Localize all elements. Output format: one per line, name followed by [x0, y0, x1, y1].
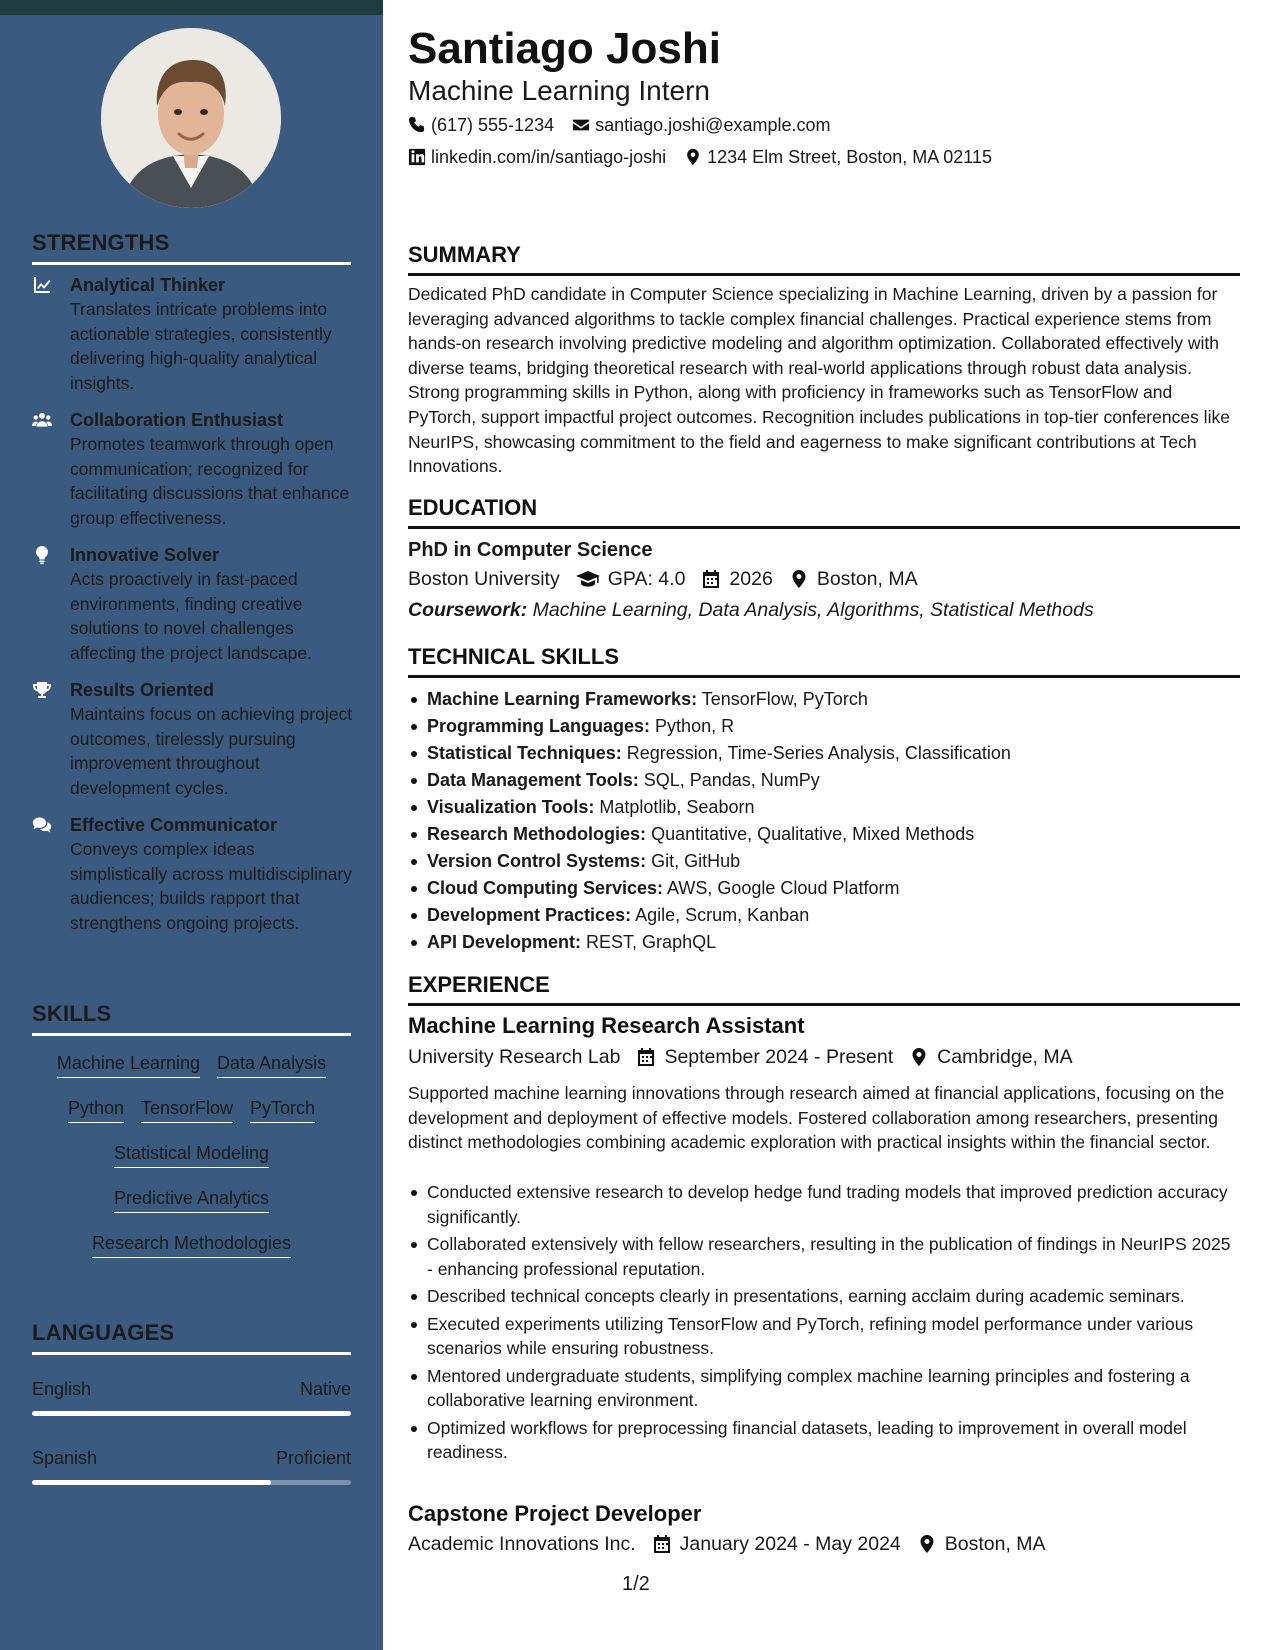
map-marker-icon: [789, 569, 809, 589]
strength-description: Translates intricate problems into actionable strategies, consistently delivering high-quality analytical insights.: [70, 299, 332, 393]
strength-title: Effective Communicator: [70, 815, 278, 835]
degree-title: PhD in Computer Science: [408, 539, 653, 561]
email-address[interactable]: santiago.joshi@example.com: [595, 115, 831, 135]
chart-line-icon: [32, 273, 70, 395]
skill-category: Cloud Computing Services:: [427, 878, 664, 898]
linkedin-icon: [408, 148, 426, 166]
calendar-icon: [636, 1047, 656, 1067]
comments-icon: [32, 813, 70, 935]
strength-title: Results Oriented: [70, 680, 215, 700]
language-progress-fill: [32, 1411, 351, 1416]
map-marker-icon: [917, 1534, 937, 1554]
gpa: GPA: 4.0: [607, 568, 686, 590]
graduation-year: 2026: [729, 568, 773, 590]
skill-values: Git, GitHub: [651, 851, 741, 871]
technical-skills-heading: TECHNICAL SKILLS: [408, 644, 1240, 678]
languages-heading: LANGUAGES: [32, 1320, 351, 1355]
skill-values: REST, GraphQL: [586, 932, 717, 952]
language-name: Spanish: [32, 1448, 98, 1468]
skills-tags: [32, 1051, 351, 1276]
list-item: [408, 848, 1240, 875]
envelope-icon: [572, 116, 590, 134]
strength-title: Analytical Thinker: [70, 275, 226, 295]
list-item: Executed experiments utilizing TensorFlow and PyTorch, refining model performance under various scenarios while ensuring robustness.: [408, 1312, 1240, 1361]
skill-tag: TensorFlow: [141, 1096, 233, 1123]
list-item: [408, 875, 1240, 902]
list-item: [408, 821, 1240, 848]
skill-values: Agile, Scrum, Kanban: [635, 905, 810, 925]
coursework-label: Coursework:: [408, 599, 528, 621]
skill-values: SQL, Pandas, NumPy: [643, 770, 820, 790]
language-item: [32, 1446, 351, 1485]
list-item: Described technical concepts clearly in presentations, earning acclaim during academic seminars.: [408, 1284, 1240, 1309]
strength-description: Promotes teamwork through open communication; recognized for facilitating discussions that enhance group effectiveness.: [70, 434, 350, 528]
education-heading: EDUCATION: [408, 495, 1240, 529]
linkedin-link[interactable]: linkedin.com/in/santiago-joshi: [431, 147, 667, 167]
summary-heading: SUMMARY: [408, 242, 1240, 276]
list-item: Collaborated extensively with fellow researchers, resulting in the publication of findings in NeurIPS 2025 - enhancing professional reputation.: [408, 1232, 1240, 1281]
calendar-icon: [701, 569, 721, 589]
language-name: English: [32, 1379, 92, 1399]
candidate-name: Santiago Joshi: [408, 24, 721, 73]
strength-item: [32, 408, 354, 530]
graduation-cap-icon: [576, 569, 600, 589]
strength-description: Acts proactively in fast-paced environments, finding creative solutions to novel challenges affecting the project landscape.: [70, 569, 312, 663]
job-organization: University Research Lab: [408, 1046, 621, 1068]
strength-item: [32, 273, 354, 395]
list-item: Mentored undergraduate students, simplifying complex machine learning principles and fostering a collaborative learning environment.: [408, 1364, 1240, 1413]
strength-description: Maintains focus on achieving project outcomes, tirelessly pursuing improvement throughout development cycles.: [70, 704, 353, 798]
skill-tag: Statistical Modeling: [114, 1141, 269, 1168]
skill-category: API Development:: [427, 932, 582, 952]
skill-tag: Python: [68, 1096, 124, 1123]
language-progress-bar: [32, 1480, 351, 1485]
job-title: Capstone Project Developer: [408, 1501, 702, 1526]
users-icon: [32, 408, 70, 530]
strengths-heading: STRENGTHS: [32, 230, 351, 265]
skill-tag: Research Methodologies: [92, 1231, 291, 1258]
strength-title: Collaboration Enthusiast: [70, 410, 284, 430]
language-progress-bar: [32, 1411, 351, 1416]
trophy-icon: [32, 678, 70, 800]
skills-heading: SKILLS: [32, 1001, 351, 1036]
skill-category: Development Practices:: [427, 905, 632, 925]
language-item: [32, 1377, 351, 1416]
skill-tag: Data Analysis: [217, 1051, 326, 1078]
coursework: [408, 597, 1094, 623]
strength-item: [32, 813, 354, 935]
skill-values: Quantitative, Qualitative, Mixed Methods: [651, 824, 975, 844]
list-item: [408, 767, 1240, 794]
map-marker-icon: [909, 1047, 929, 1067]
list-item: Optimized workflows for preprocessing financial datasets, leading to improvement in overall model readiness.: [408, 1416, 1240, 1465]
phone-number[interactable]: (617) 555-1234: [431, 115, 555, 135]
skill-category: Research Methodologies:: [427, 824, 647, 844]
strength-item: [32, 678, 354, 800]
lightbulb-icon: [32, 543, 70, 665]
job-description: Supported machine learning innovations through research aimed at financial applications, focusing on the development and deployment of effective models. Fostered collaboration among researchers, presenting distinct methodologies combining academic exploration with practical insights within the financial sector.: [408, 1083, 1225, 1152]
page-number: 1/2: [622, 1573, 650, 1595]
job-dates: January 2024 - May 2024: [679, 1533, 901, 1555]
language-progress-fill: [32, 1480, 271, 1485]
job-title: Machine Learning Research Assistant: [408, 1013, 805, 1038]
coursework-list: Machine Learning, Data Analysis, Algorithms, Statistical Methods: [532, 599, 1094, 621]
map-marker-icon: [684, 148, 702, 166]
profile-photo: [101, 28, 281, 208]
job-organization: Academic Innovations Inc.: [408, 1533, 636, 1555]
job-meta: [408, 1531, 1058, 1557]
skill-category: Machine Learning Frameworks:: [427, 689, 698, 709]
job-bullets: [408, 1180, 1240, 1468]
address: 1234 Elm Street, Boston, MA 02115: [707, 147, 992, 167]
strength-description: Conveys complex ideas simplistically across multidisciplinary audiences; builds rapport that strengthens ongoing projects.: [70, 839, 353, 933]
list-item: Conducted extensive research to develop hedge fund trading models that improved prediction accuracy significantly.: [408, 1180, 1240, 1229]
skill-values: Regression, Time-Series Analysis, Classification: [626, 743, 1011, 763]
list-item: [408, 794, 1240, 821]
skill-category: Data Management Tools:: [427, 770, 639, 790]
strengths-list: [32, 273, 354, 948]
strength-item: [32, 543, 354, 665]
job-location: Boston, MA: [944, 1533, 1046, 1555]
skill-category: Version Control Systems:: [427, 851, 647, 871]
skill-values: TensorFlow, PyTorch: [701, 689, 868, 709]
calendar-icon: [652, 1534, 672, 1554]
list-item: [408, 902, 1240, 929]
skill-category: Statistical Techniques:: [427, 743, 622, 763]
phone-icon: [408, 116, 426, 134]
list-item: [408, 713, 1240, 740]
skill-category: Visualization Tools:: [427, 797, 595, 817]
contact-row-2: [408, 145, 1010, 169]
job-location: Cambridge, MA: [937, 1046, 1073, 1068]
skill-category: Programming Languages:: [427, 716, 651, 736]
skill-tag: PyTorch: [250, 1096, 315, 1123]
language-level: Native: [299, 1379, 351, 1399]
list-item: [408, 929, 1240, 956]
contact-row-1: [408, 113, 848, 137]
skill-values: Python, R: [655, 716, 735, 736]
candidate-title: Machine Learning Intern: [408, 75, 710, 106]
education-location: Boston, MA: [816, 568, 918, 590]
skill-values: Matplotlib, Seaborn: [599, 797, 755, 817]
sidebar-top-bar: [0, 0, 383, 15]
list-item: [408, 740, 1240, 767]
language-level: Proficient: [275, 1448, 351, 1468]
experience-heading: EXPERIENCE: [408, 972, 1240, 1006]
technical-skills-list: [408, 686, 1240, 956]
job-dates: September 2024 - Present: [664, 1046, 894, 1068]
strength-title: Innovative Solver: [70, 545, 220, 565]
job-meta: [408, 1044, 1085, 1070]
skill-tag: Predictive Analytics: [114, 1186, 269, 1213]
list-item: [408, 686, 1240, 713]
skill-values: AWS, Google Cloud Platform: [667, 878, 900, 898]
summary-text: Dedicated PhD candidate in Computer Science specializing in Machine Learning, driven by a passion for leveraging advanced algorithms to tackle complex financial challenges. Practical experience stems from hands-on research involving predictive modeling and algorithm optimization. Collaborated effectively with diverse teams, bridging theoretical research with real-world applications through robust data analysis. Strong programming skills in Python, along with proficiency in frameworks such as TensorFlow and PyTorch, support impactful project outcomes. Recognition includes publications in top-tier conferences like NeurIPS, showcasing commitment to the field and eagerness to make significant contributions at Tech Innovations.: [408, 284, 1230, 477]
education-meta: [408, 566, 930, 592]
skill-tag: Machine Learning: [57, 1051, 200, 1078]
school-name: Boston University: [408, 568, 560, 590]
